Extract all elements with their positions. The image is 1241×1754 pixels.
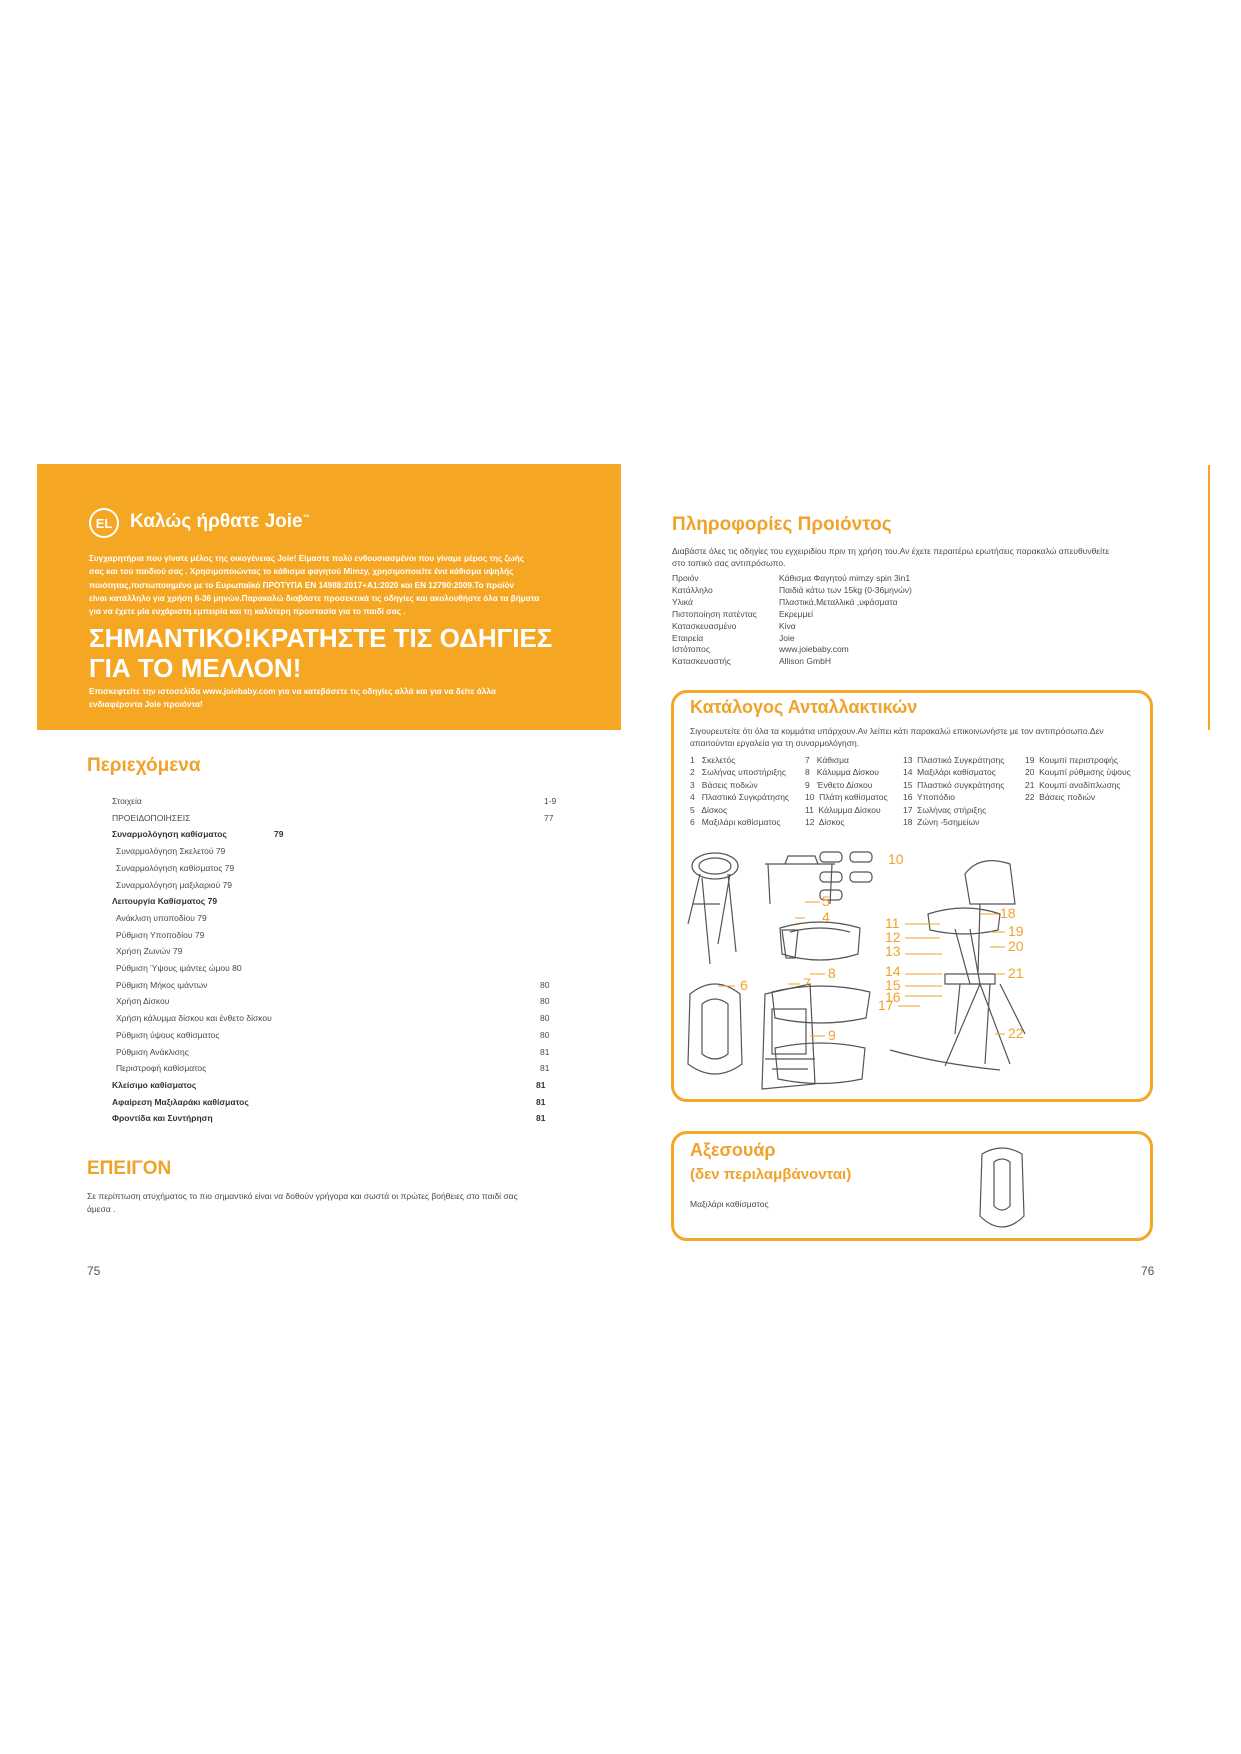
toc-entry-label: ΠΡΟΕΙΔΟΠΟΙΗΣΕΙΣ	[112, 812, 191, 823]
info-label: Προιόν	[672, 573, 699, 583]
part-entry: 16 Υποπόδιο	[903, 792, 955, 803]
toc-entry	[116, 846, 566, 856]
visit-line-2: ενδιαφέροντα Joie προιόντα!	[89, 700, 203, 709]
callout-19: 19	[1008, 923, 1024, 939]
welcome-banner	[37, 464, 621, 730]
toc-entry	[112, 896, 562, 906]
callout-15: 15	[885, 977, 901, 993]
info-value: Πλαστικά,Μεταλλικά ,υφάσματα	[779, 596, 898, 607]
parts-title: Κατάλογος Ανταλλακτικών	[690, 697, 918, 717]
product-info-text	[672, 545, 1172, 569]
intro-line: ποιότητας,πιστωποιημένο με το Ευρωπαϊκό ΠΡΟΤΥΠΑ EN 14988:2017+A1:2020 και EN 12790:2009.Το προϊόν	[89, 580, 515, 590]
toc-entry	[116, 863, 566, 873]
part-entry: 4 Πλαστικό Συγκράτησης	[690, 792, 790, 803]
toc-entry-page: 1-9	[544, 796, 557, 806]
callout-leaders	[718, 834, 1005, 1036]
parts-column	[903, 754, 1004, 828]
visit-text	[89, 685, 589, 711]
part-entry	[1025, 804, 1131, 816]
callout-13: 13	[885, 943, 901, 959]
parts-column	[1025, 754, 1131, 828]
toc-entry-page: 80	[540, 979, 550, 990]
toc-entry-label: Ανάκλιση υποποδίου 79	[116, 912, 207, 923]
info-label: Εταιρεία	[672, 632, 704, 643]
parts-diagram	[680, 834, 1150, 1098]
callout-20: 20	[1008, 938, 1024, 954]
toc-entry	[112, 1113, 562, 1123]
accessories-subtitle: (δεν περιλαμβάνονται)	[690, 1166, 852, 1183]
parts-line-1: Σιγουρευτείτε ότι όλα τα κομμάτια υπάρχουν.Αν λείπει κάτι παρακαλώ επικοινωνήστε με τον αντιπρόσωπο.Δεν	[690, 726, 1104, 736]
emergency-text	[87, 1190, 567, 1216]
product-info-line-1: Διαβάστε όλες τις οδηγίες του εγχειριδίου πριν τη χρήση του.Αν έχετε περαιτέρω ερωτήσεις παρακαλώ απευθυνθείτε	[672, 546, 1110, 556]
callout-6: 6	[740, 977, 748, 993]
toc-entry-label: Ρύθμιση Υποποδίου 79	[116, 929, 205, 940]
toc-entry	[112, 1097, 562, 1107]
info-label: Πιστοποίηση πατέντας	[672, 608, 757, 619]
part-entry: 18 Ζώνη -5σημείων	[903, 816, 980, 827]
callout-4: 4	[822, 909, 830, 925]
info-label: Κατασκευασμένο	[672, 620, 737, 631]
callout-10: 10	[888, 851, 904, 867]
part-entry: 19 Κουμπί περιστροφής	[1025, 755, 1119, 765]
important-line-2: ΓΙΑ ΤΟ ΜΕΛΛΟΝ!	[89, 653, 302, 683]
parts-column	[805, 754, 888, 828]
important-heading	[89, 623, 609, 683]
toc-entry-page: 81	[540, 1063, 550, 1074]
parts-text	[690, 725, 1150, 749]
info-value: Εκρεμμεί	[779, 608, 814, 619]
toc-entry-label: Χρήση Ζωνών 79	[116, 946, 183, 957]
toc-entry	[112, 813, 562, 823]
toc-entry-page: 81	[536, 1079, 546, 1090]
part-seat-illustration	[762, 984, 815, 1089]
intro-line: σας και του παιδιού σας . Χρησιμοποιώντας το κάθισμα φαγητού Mimzy, χρησιμοποιείτε ένα κάθισμα υψηλής	[89, 567, 514, 577]
toc-entry-page: 80	[540, 1029, 550, 1040]
toc-entry-label: Συναρμολόγηση Σκελετού 79	[116, 846, 226, 857]
part-entry: 17 Σωλήνας στήριξης	[903, 804, 987, 815]
callout-numbers	[740, 834, 1024, 1043]
part-entry: 14 Μαξιλάρι καθίσματος	[903, 767, 996, 778]
toc-entry	[116, 980, 566, 990]
info-value: www.joiebaby.com	[779, 644, 849, 655]
toc-entry	[112, 796, 562, 806]
part-entry: 20 Κουμπί ρύθμισης ύψους	[1025, 767, 1131, 778]
part-clip-illustration	[782, 930, 798, 958]
toc-entry-label: Συναρμολόγηση μαξιλαριού 79	[116, 879, 232, 890]
toc-entry	[112, 1080, 562, 1090]
info-label: Κατάλληλο	[672, 584, 713, 595]
callout-7: 7	[803, 975, 811, 991]
callout-22: 22	[1008, 1025, 1024, 1041]
toc-entry-label: Αφαίρεση Μαξιλαράκι καθίσματος	[112, 1096, 249, 1107]
callout-16: 16	[885, 989, 901, 1005]
page-number-right: 76	[1141, 1264, 1155, 1278]
toc-entry-label: Λειτουργία Καθίσματος 79	[112, 896, 218, 907]
toc-entry-page: 81	[536, 1096, 546, 1107]
page-number-left: 75	[87, 1264, 101, 1278]
part-entry: 7 Κάθισμα	[805, 755, 849, 765]
toc-entry	[116, 946, 566, 956]
part-entry	[1025, 816, 1131, 828]
callout-11: 11	[885, 915, 900, 931]
parts-list	[690, 754, 1150, 834]
part-entry: 11 Κάλυμμα Δίσκου	[805, 804, 881, 815]
part-entry: 12 Δίσκος	[805, 816, 845, 827]
toc-entry	[116, 1030, 566, 1040]
info-label: Υλικά	[672, 596, 693, 607]
toc-entry-page: 77	[544, 812, 554, 823]
part-tray-insert-illustration	[775, 1043, 865, 1084]
toc-entry	[116, 1047, 566, 1057]
part-entry: 9 Ένθετο Δίσκου	[805, 779, 873, 790]
part-entry: 22 Βάσεις ποδιών	[1025, 792, 1096, 803]
toc-entry-label: Χρήση κάλυμμα δίσκου και ένθετο δίσκου	[116, 1013, 272, 1024]
part-entry: 21 Κουμπί αναδίπλωσης	[1025, 779, 1121, 790]
callout-14: 14	[885, 963, 901, 979]
toc-entry-page: 81	[536, 1113, 546, 1124]
parts-line-2: απαιτούνται εργαλεία για τη συναρμολόγηση.	[690, 738, 860, 748]
accessory-item: Μαξιλάρι καθίσματος	[690, 1199, 769, 1209]
callout-9: 9	[828, 1027, 836, 1043]
intro-line: είναι κατάλληλο για χρήση 6-36 μηνών.Παρακαλώ διαβάστε προσεκτικά τις οδηγίες και ακολουθήστε όλα τα βήματα	[89, 593, 540, 603]
toc-entry-label: Χρήση Δίσκου	[116, 996, 170, 1007]
info-value: Κίνα	[779, 620, 796, 631]
toc-entry	[116, 880, 566, 890]
callout-17: 17	[878, 997, 894, 1013]
part-cushion-illustration	[688, 984, 742, 1074]
toc-entry-page: 79	[274, 829, 284, 840]
part-frame-illustration	[688, 853, 738, 964]
emergency-line-1: Σε περίπτωση ατυχήματος το πιο σημαντικό είναι να δοθούν γρήγορα και σωστά οι πρώτες βοήθειες στο παιδί σας	[87, 1191, 518, 1201]
part-entry: 3 Βάσεις ποδιών	[690, 779, 758, 790]
part-tray-illustration	[780, 922, 860, 960]
toc-entry-page: 80	[540, 996, 550, 1007]
emergency-line-2: άμεσα .	[87, 1204, 116, 1214]
toc-entry-label: Ρύθμιση Ύψους ιμάντες ώμου 80	[116, 963, 242, 973]
part-entry: 1 Σκελετός	[690, 755, 736, 765]
page-edge-rule	[1208, 465, 1210, 730]
product-info-line-2: στο τοπικό σας αντιπρόσωπο.	[672, 558, 786, 568]
part-entry: 2 Σωλήνας υποστήριξης	[690, 767, 786, 778]
product-info-title: Πληροφορίες Προιόντος	[672, 514, 892, 535]
callout-21: 21	[1008, 965, 1024, 981]
callout-5: 5	[822, 893, 830, 909]
intro-line: για να έχετε μία ευχάριστη εμπειρία και τη καλύτερη προστασία για το παιδί σας .	[89, 607, 406, 617]
toc-entry-label: Ρύθμιση Ανάκλισης	[116, 1046, 189, 1057]
accessories-title: Αξεσουάρ	[690, 1140, 776, 1160]
welcome-title	[130, 511, 310, 533]
info-label: Κατασκευαστής	[672, 656, 731, 667]
part-entry: 10 Πλάτη καθίσματος	[805, 792, 888, 803]
emergency-title: ΕΠΕΙΓΟΝ	[87, 1158, 172, 1179]
callout-8: 8	[828, 965, 836, 981]
info-value: Παιδιά κάτω των 15kg (0-36μηνών)	[779, 584, 912, 595]
toc-entry-label: Κλείσιμο καθίσματος	[112, 1079, 197, 1090]
toc-entry-label: Ρύθμιση ύψους καθίσματος	[116, 1029, 220, 1040]
part-tray-cover-illustration	[772, 986, 870, 1023]
info-value: Κάθισμα Φαγητού mimzy spin 3in1	[779, 573, 911, 583]
info-value: Allison GmbH	[779, 656, 831, 667]
toc-entry	[116, 930, 566, 940]
toc-entry-label: Συναρμολόγηση καθίσματος	[112, 829, 227, 840]
toc-entry-label: Συναρμολόγηση καθίσματος 79	[116, 862, 235, 873]
important-line-1: ΣΗΜΑΝΤΙΚΟ!ΚΡΑΤΗΣΤΕ ΤΙΣ ΟΔΗΓΙΕΣ	[89, 623, 553, 653]
toc-entry-label: Φροντίδα και Συντήρηση	[112, 1113, 213, 1124]
info-value: Joie	[779, 632, 795, 643]
part-entry: 15 Πλαστικό συγκράτησης	[903, 779, 1005, 790]
intro-text	[89, 552, 589, 618]
toc-entry	[116, 1063, 566, 1073]
parts-column	[690, 754, 789, 828]
part-entry: 5 Δίσκος	[690, 804, 728, 815]
toc-entry-label: Στοιχεία	[112, 796, 142, 806]
visit-line-1: Επισκεφτείτε την ιστοσελίδα www.joiebaby.com για να κατεβάσετε τις οδηγίες αλλά και για να δείτε άλλα	[89, 687, 496, 696]
toc-entry-page: 81	[540, 1046, 550, 1057]
toc-entry-page: 80	[540, 1013, 550, 1024]
welcome-text: Καλώς ήρθατε Joie	[130, 511, 303, 532]
toc-entry	[116, 913, 566, 923]
toc-entry-label: Ρύθμιση Μήκος ιμάντων	[116, 979, 208, 990]
assembled-chair-illustration	[890, 861, 1025, 1070]
part-entry: 6 Μαξιλάρι καθίσματος	[690, 816, 781, 827]
info-label: Ιστότοπος	[672, 644, 710, 655]
part-entry: 8 Κάλυμμα Δίσκου	[805, 767, 879, 778]
callout-12: 12	[885, 929, 901, 945]
trademark: ™	[302, 514, 310, 522]
contents-title: Περιεχόμενα	[87, 755, 201, 776]
toc-entry	[116, 1013, 566, 1023]
language-badge: EL	[89, 508, 119, 538]
seat-cushion-illustration	[972, 1146, 1032, 1236]
toc-entry-label: Περιστροφή καθίσματος	[116, 1063, 207, 1074]
callout-18: 18	[1000, 905, 1016, 921]
toc-entry	[116, 963, 566, 973]
intro-line: Συγχαρητήρια που γίνατε μέλος της οικογένειας Joie! Είμαστε πολύ ενθουσιασμένοι που γίναμε μέρος της ζωής	[89, 554, 525, 563]
part-entry: 13 Πλαστικό Συγκράτησης	[903, 755, 1005, 765]
toc-entry	[116, 996, 566, 1006]
toc-entry	[112, 829, 562, 839]
